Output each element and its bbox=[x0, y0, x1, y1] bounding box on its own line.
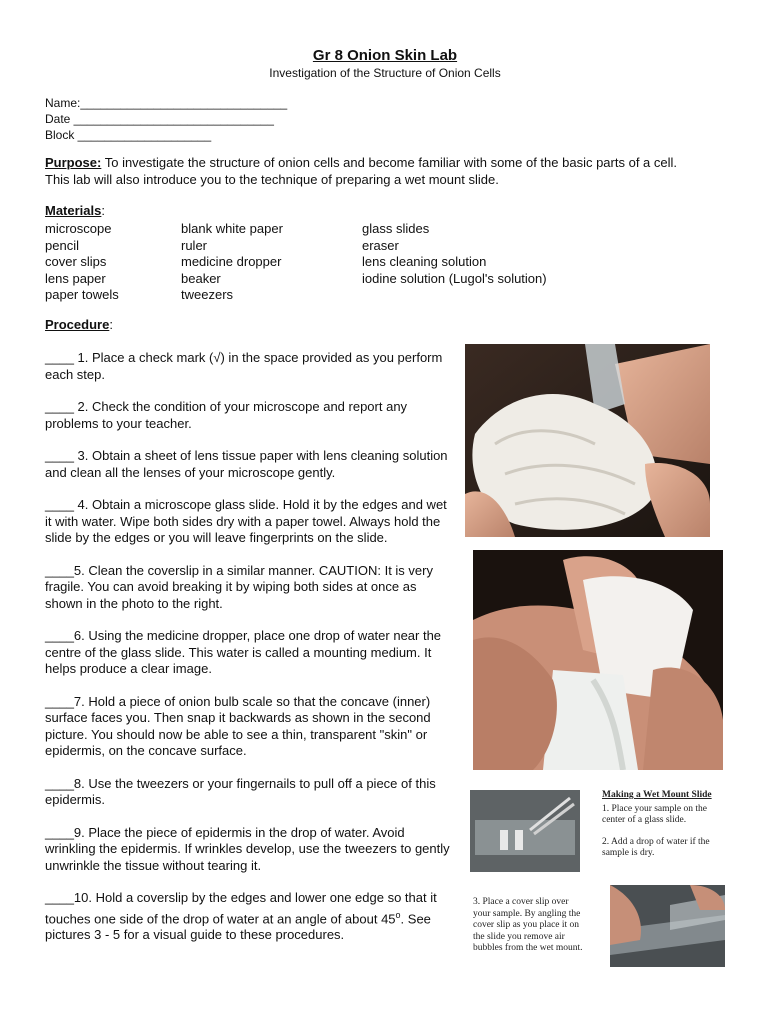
procedure-step-10 bbox=[45, 890, 453, 944]
photo-cover-slip bbox=[610, 885, 725, 967]
materials-column-1 bbox=[45, 221, 119, 304]
block-field[interactable]: Block ____________________ bbox=[45, 128, 212, 142]
procedure-step-5: ____5. Clean the coverslip in a similar manner. CAUTION: It is very fragile. You can avoid breaking it by wiping both sides at once as shown in the photo to the right. bbox=[45, 562, 433, 611]
purpose-text: To investigate the structure of onion cells and become familiar with some of the basic parts of a cell. This lab will also introduce you to the technique of preparing a wet mount slide. bbox=[45, 155, 678, 187]
procedure-step-6: ____6. Using the medicine dropper, place one drop of water near the centre of the glass slide. This water is called a mounting medium. It helps produce a clear image. bbox=[45, 628, 442, 676]
material-item: paper towels bbox=[45, 287, 119, 302]
procedure-step-4: ____ 4. Obtain a microscope glass slide. Hold it by the edges and wet it with water. Wipe both sides dry with a paper towel. Always hold the slide by the edges or you will leave fingerprints on the slide. bbox=[45, 497, 447, 545]
material-item: lens paper bbox=[45, 270, 106, 286]
materials-column-2 bbox=[181, 221, 283, 304]
procedure-heading bbox=[45, 317, 113, 332]
material-item: microscope bbox=[45, 221, 112, 236]
photo-cleaning-slide bbox=[465, 344, 710, 537]
procedure-step-9: ____9. Place the piece of epidermis in the drop of water. Avoid wrinkling the epidermis. If wrinkles develop, use the tweezers to gently unwrinkle the tissue without tearing it. bbox=[45, 824, 450, 873]
material-item: iodine solution (Lugol's solution) bbox=[362, 270, 547, 286]
photo-slide-tweezers bbox=[470, 790, 580, 872]
wet-mount-caption-bottom bbox=[473, 897, 588, 955]
photo-onion-snap bbox=[473, 550, 723, 770]
procedure-step-7: ____7. Hold a piece of onion bulb scale so that the concave (inner) surface faces you. Then snap it backwards as shown in the second picture. You should now be able to see a thin, transparent "skin" or epidermis, on the concave surface. bbox=[45, 693, 431, 758]
page-subtitle: Investigation of the Structure of Onion Cells bbox=[269, 66, 501, 80]
degree-superscript: o bbox=[395, 909, 401, 920]
page-title: Gr 8 Onion Skin Lab bbox=[312, 47, 458, 64]
material-item: pencil bbox=[45, 237, 79, 253]
procedure-step-2: ____ 2. Check the condition of your microscope and report any problems to your teacher. bbox=[45, 399, 408, 431]
material-item: ruler bbox=[181, 237, 208, 253]
step-10-text: ____10. Hold a coverslip by the edges and lower one edge so that it touches one side of the drop of water at an angle of about 45 bbox=[45, 890, 437, 926]
material-item: eraser bbox=[362, 237, 399, 253]
wet-mount-heading: Making a Wet Mount Slide bbox=[602, 790, 712, 800]
wet-mount-step-2: 2. Add a drop of water if the sample is dry. bbox=[602, 836, 710, 858]
wet-mount-step-1: 1. Place your sample on the center of a glass slide. bbox=[602, 803, 708, 825]
purpose-label: Purpose: bbox=[45, 155, 102, 170]
material-item: beaker bbox=[181, 270, 221, 286]
materials-heading-label: Materials bbox=[45, 203, 102, 218]
student-info-fields bbox=[45, 95, 287, 143]
materials-column-3 bbox=[362, 221, 547, 287]
materials-heading-colon: : bbox=[101, 203, 105, 218]
procedure-heading-label: Procedure bbox=[45, 317, 110, 332]
material-item: glass slides bbox=[362, 221, 430, 236]
date-field[interactable]: Date ______________________________ bbox=[45, 112, 274, 126]
step-10-tail: . See pictures 3 - 5 for a visual guide to these procedures. bbox=[45, 910, 431, 943]
procedure-heading-colon: : bbox=[109, 317, 113, 332]
material-item: lens cleaning solution bbox=[362, 254, 487, 269]
material-item: medicine dropper bbox=[181, 254, 282, 269]
wet-mount-step-3: 3. Place a cover slip over your sample. By angling the cover slip as you place it on the slide you remove air bubbles from the wet mount. bbox=[473, 897, 583, 953]
material-item: cover slips bbox=[45, 254, 107, 269]
purpose-section bbox=[45, 154, 700, 188]
material-item: blank white paper bbox=[181, 221, 283, 236]
material-item: tweezers bbox=[181, 287, 234, 302]
procedure-step-1: ____ 1. Place a check mark (√) in the space provided as you perform each step. bbox=[45, 350, 443, 382]
procedure-steps bbox=[45, 350, 453, 960]
name-field[interactable]: Name:_______________________________ bbox=[45, 96, 288, 110]
materials-heading bbox=[45, 203, 105, 218]
wet-mount-caption-top bbox=[602, 790, 722, 860]
procedure-step-8: ____8. Use the tweezers or your fingernails to pull off a piece of this epidermis. bbox=[45, 775, 436, 807]
procedure-step-3: ____ 3. Obtain a sheet of lens tissue paper with lens cleaning solution and clean all the lenses of your microscope gently. bbox=[45, 448, 448, 480]
